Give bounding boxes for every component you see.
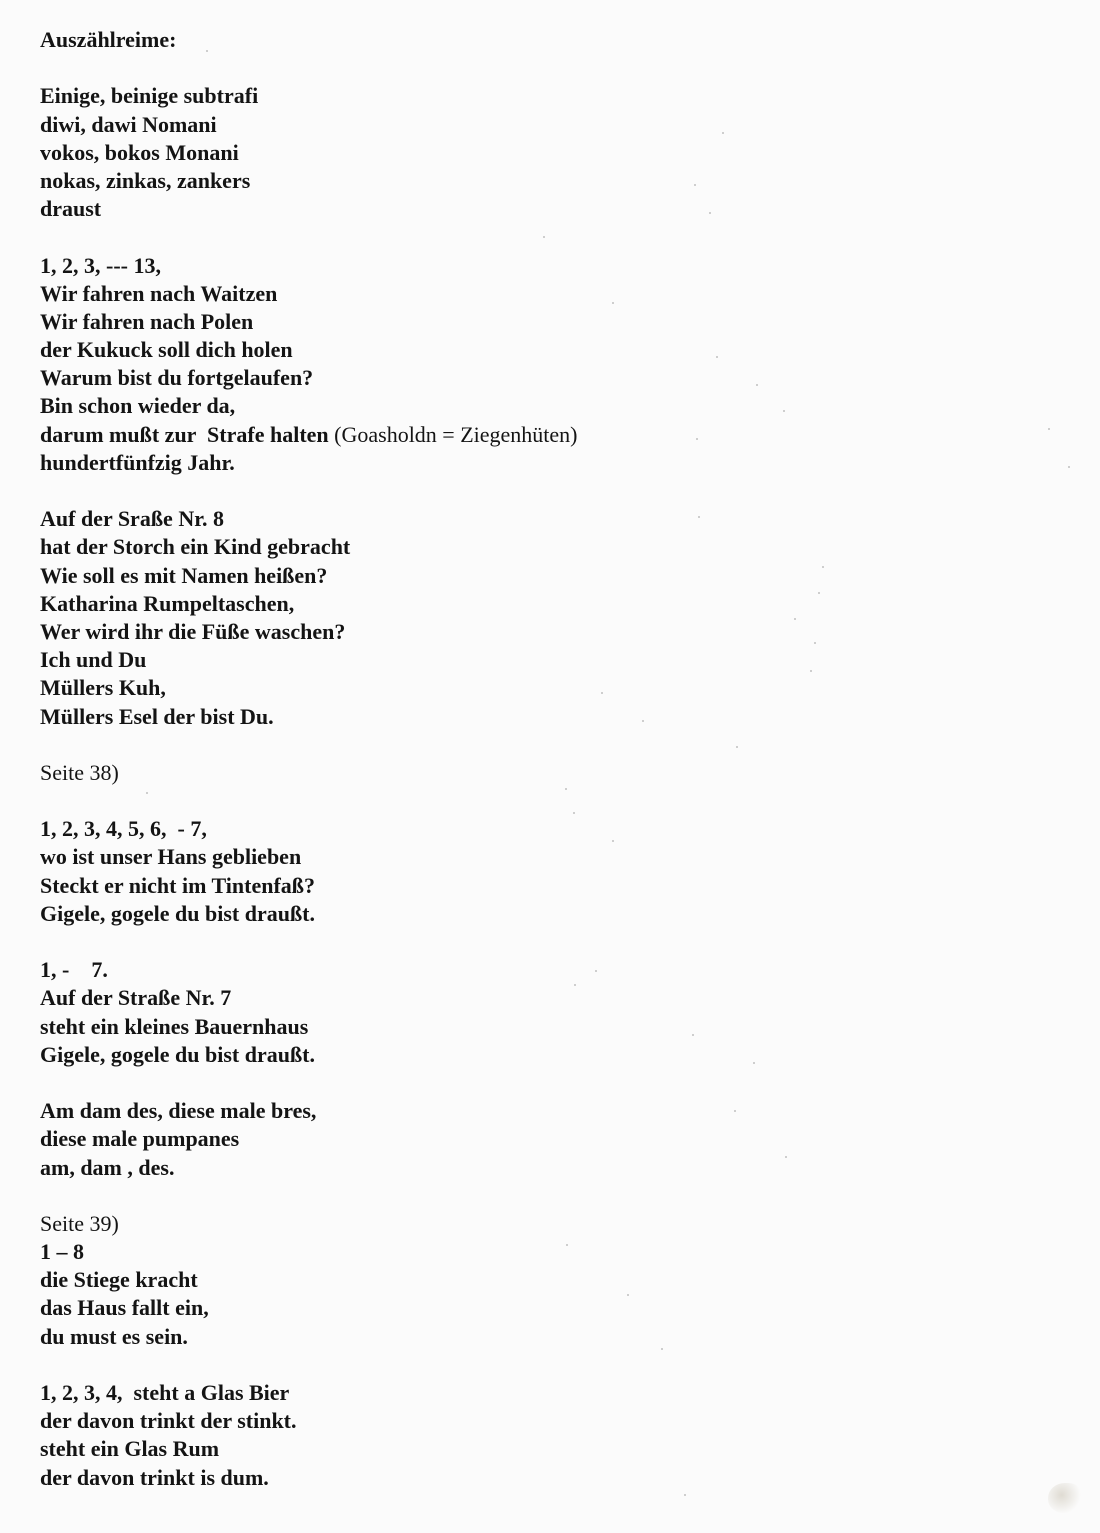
scan-speck (734, 1110, 736, 1112)
verse-stanza-7 (40, 1238, 1040, 1351)
verse-line: 1, 2, 3, 4, steht a Glas Bier (40, 1380, 290, 1405)
blank-line (40, 1351, 1040, 1379)
verse-line: Am dam des, diese male bres, (40, 1098, 317, 1124)
verse-line: nokas, zinkas, zankers (40, 167, 251, 193)
scan-speck (818, 592, 820, 594)
verse-line: Bin schon wieder da, (40, 393, 236, 419)
dialect-note: (Goasholdn = Ziegenhüten) (328, 421, 578, 447)
scan-speck (736, 746, 738, 748)
verse-line: Müllers Esel der bist Du. (40, 703, 274, 729)
scan-speck (794, 618, 796, 620)
verse-line: der davon trinkt der stinkt. (40, 1408, 297, 1434)
scan-speck (1048, 428, 1050, 430)
scan-speck (709, 212, 711, 214)
scan-speck (716, 356, 718, 358)
verse-line-with-note (40, 421, 1040, 449)
blank-line (40, 223, 1040, 251)
scan-speck (785, 1156, 787, 1158)
verse-line-bold-part: darum mußt zur Strafe halten (40, 421, 329, 447)
scan-speck (642, 720, 644, 722)
verse-stanza-2 (40, 252, 1040, 478)
scan-speck (692, 1034, 694, 1036)
verse-line: wo ist unser Hans geblieben (40, 844, 302, 870)
verse-line: der Kukuck soll dich holen (40, 337, 293, 363)
blank-line (40, 928, 1040, 956)
verse-line: Ich und Du (40, 647, 147, 673)
verse-line: Wer wird ihr die Füße waschen? (40, 618, 346, 644)
verse-line: der davon trinkt is dum. (40, 1464, 269, 1490)
verse-line: Auf der Straße Nr. 7 (40, 985, 232, 1011)
scan-speck (566, 1244, 568, 1246)
page-reference: Seite 39) (40, 1210, 119, 1236)
verse-line: steht ein Glas Rum (40, 1436, 220, 1462)
scan-speck (696, 438, 698, 440)
verse-stanza-5 (40, 956, 1040, 1069)
scan-speck (783, 410, 785, 412)
verse-line: 1 – 8 (40, 1239, 84, 1265)
scan-speck (684, 1494, 686, 1496)
verse-line: Steckt er nicht im Tintenfaß? (40, 872, 316, 898)
verse-line: Wir fahren nach Waitzen (40, 280, 278, 306)
scan-speck (810, 670, 812, 672)
scan-speck (612, 840, 614, 842)
verse-line: am, dam , des. (40, 1154, 175, 1180)
blank-line (40, 1069, 1040, 1097)
verse-line: Einige, beinige subtrafi (40, 83, 259, 109)
scan-speck (698, 516, 700, 518)
scan-speck (573, 812, 575, 814)
document-text (40, 26, 1040, 1492)
scan-speck (814, 642, 816, 644)
verse-line: 1, 2, 3, 4, 5, 6, - 7, (40, 816, 207, 842)
blank-line (40, 787, 1040, 815)
blank-line (40, 1182, 1040, 1210)
scan-speck (601, 692, 603, 694)
verse-line: das Haus fallt ein, (40, 1295, 209, 1321)
verse-line: diwi, dawi Nomani (40, 111, 217, 137)
scan-speck (206, 50, 208, 52)
verse-line: Auf der Sraße Nr. 8 (40, 506, 224, 532)
scan-speck (1068, 466, 1070, 468)
verse-line: die Stiege kracht (40, 1267, 198, 1293)
scan-speck (565, 788, 567, 790)
blank-line (40, 477, 1040, 505)
blank-line (40, 54, 1040, 82)
verse-line: hundertfünfzig Jahr. (40, 449, 235, 475)
scan-speck (543, 236, 545, 238)
scan-speck (753, 1062, 755, 1064)
verse-line: draust (40, 196, 102, 222)
verse-stanza-8 (40, 1379, 1040, 1492)
verse-line: vokos, bokos Monani (40, 139, 239, 165)
verse-line: steht ein kleines Bauernhaus (40, 1013, 309, 1039)
verse-line: 1, 2, 3, --- 13, (40, 252, 161, 278)
scan-speck (661, 1348, 663, 1350)
scan-speck (694, 184, 696, 186)
scan-speck (595, 970, 597, 972)
scan-speck (627, 1294, 629, 1296)
verse-line: 1, - 7. (40, 957, 108, 983)
verse-stanza-4 (40, 815, 1040, 928)
verse-stanza-6 (40, 1097, 1040, 1182)
scan-speck (574, 984, 576, 986)
verse-line: diese male pumpanes (40, 1126, 240, 1152)
verse-line: Wir fahren nach Polen (40, 308, 254, 334)
scan-speck (146, 792, 148, 794)
scan-speck (722, 132, 724, 134)
verse-line: Katharina Rumpeltaschen, (40, 590, 295, 616)
document-title: Auszählreime: (40, 27, 177, 52)
verse-stanza-3 (40, 505, 1040, 731)
verse-stanza-1 (40, 82, 1040, 223)
blank-line (40, 731, 1040, 759)
scan-stain (1048, 1483, 1082, 1513)
scan-speck (612, 302, 614, 304)
scan-speck (756, 384, 758, 386)
verse-line: hat der Storch ein Kind gebracht (40, 534, 351, 560)
scan-speck (822, 566, 824, 568)
verse-line: Müllers Kuh, (40, 675, 166, 701)
verse-line: Gigele, gogele du bist draußt. (40, 1041, 316, 1067)
page-reference: Seite 38) (40, 759, 119, 785)
verse-line: Gigele, gogele du bist draußt. (40, 900, 316, 926)
verse-line: Wie soll es mit Namen heißen? (40, 562, 328, 588)
verse-line: Warum bist du fortgelaufen? (40, 365, 314, 391)
verse-line: du must es sein. (40, 1323, 188, 1349)
